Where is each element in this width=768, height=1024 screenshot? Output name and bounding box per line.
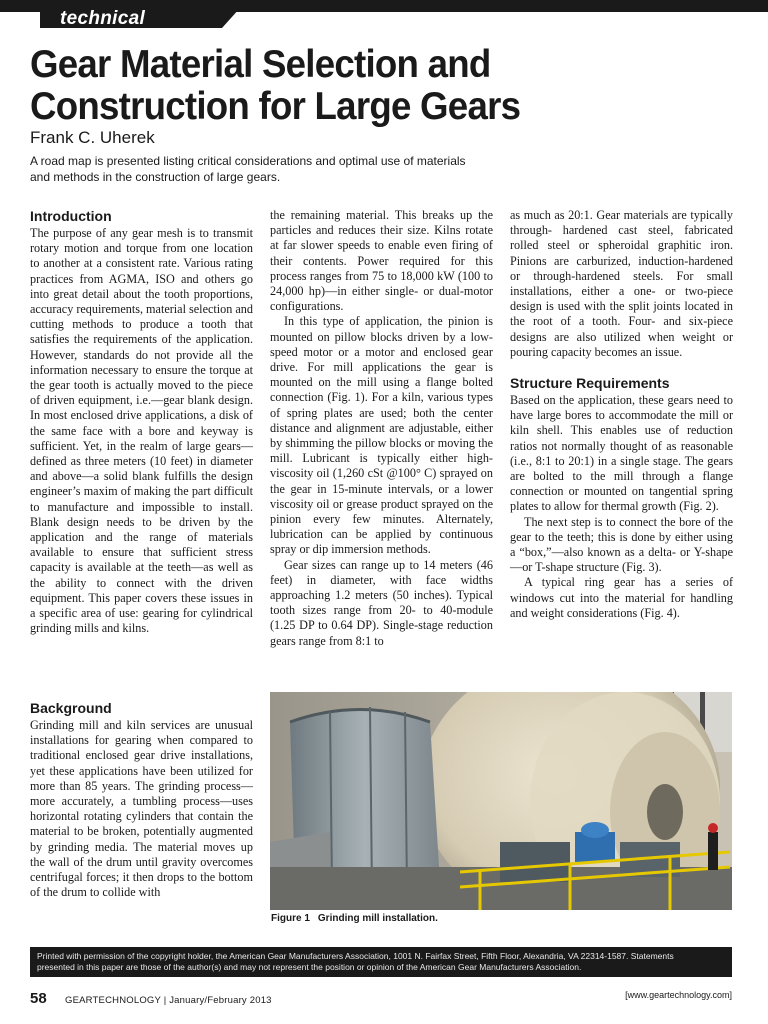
author-name: Frank C. Uherek xyxy=(30,128,155,147)
structure-paragraph-2: The next step is to connect the bore of the gear to the teeth; this is done by either using a “box,”—also known as a delta- or Y-shape—or T-shape structure (Fig. 3). xyxy=(510,514,733,575)
structure-paragraph-3: A typical ring gear has a series of windows cut into the material for handling and weight considerations (Fig. 4). xyxy=(510,575,733,620)
abstract-line-1: A road map is presented listing critical considerations and optimal use of materials xyxy=(30,154,466,168)
abstract-line-2: and methods in the construction of large gears. xyxy=(30,169,281,184)
background-paragraph-3: In this type of application, the pinion is mounted on pillow blocks driven by a low-speed motor or a motor and enclosed gear drive. For mill applications the gear is mounted on the mill using a flange bolted connection (Fig. 1). For a kiln, various types of spring plates are used; both the center distance and alignment are adjustable, either by shimming the pillow blocks or moving the mill. Lubricant is typically either high-viscosity oil (1,260 cSt @100° C) sprayed on the gear in 15-minute intervals, or a lower viscosity oil or grease product sprayed on the pinion every few minutes. Alternately, lubrication can be applied by continuous spray or dip immersion methods. xyxy=(270,314,493,557)
figure-1-photo xyxy=(270,692,732,910)
website-link[interactable]: [www.geartechnology.com] xyxy=(625,990,732,1000)
background-paragraph-1: Grinding mill and kiln services are unusual installations for gearing when compared to traditional enclosed gear drive installations, yet these applications have been utilized for more than 85 years. The grinding process—more accurately, a tumbling process—uses horizontal rotating cylinders that contain the material to be broken, potentially augmented by grinding media. The material moves up the wall of the drum until gravity overcomes centrifugal forces; it then drops to the bottom of the drum to collide with xyxy=(30,718,253,900)
section-label: technical xyxy=(60,8,146,29)
title-line-2: Construction for Large Gears xyxy=(30,85,521,128)
abstract xyxy=(30,154,490,185)
structure-paragraph-1: Based on the application, these gears need to have large bores to accommodate the mill or kiln shell. This enables use of reduction ratios not normally thought of as reasonable (i.e., 8:1 to 20:1) in a single stage. The gears are bolted to the mill through a flange connection or mounted on tangential spring plates to allow for thermal growth (Fig. 2). xyxy=(510,393,733,514)
column-1-bottom xyxy=(30,700,253,900)
heading-introduction: Introduction xyxy=(30,208,112,224)
permission-line-1: Printed with permission of the copyright holder, the American Gear Manufacturers Association, 1001 N. Fairfax Street, Fifth Floor, Alexandria, VA 22314-1587. Statements xyxy=(37,951,674,961)
article-title xyxy=(30,44,707,128)
background-paragraph-4: Gear sizes can range up to 14 meters (46 feet) in diameter, with face widths approaching 1.2 meters (50 inches). Typical tooth sizes range from 20- to 40-module (1.25 DP to 0.64 DP). Single-stage reduction gears range from 8:1 to xyxy=(270,557,493,648)
background-paragraph-5: as much as 20:1. Gear materials are typically through- hardened cast steel, fabricated rolled steel or spheroidal graphitic iron. Pinions are carburized, induction-hardened or through-hardened steels. For small installations, either a one- or two-piece design is used with the split joints located in the root of a tooth. Four- and six-piece designs are also utilized when weight or pouring capacity becomes an issue. xyxy=(510,208,733,359)
heading-background: Background xyxy=(30,700,112,716)
figure-1-caption xyxy=(271,913,438,924)
grinding-mill-illustration xyxy=(270,692,732,910)
column-2 xyxy=(270,208,493,649)
heading-structure-requirements: Structure Requirements xyxy=(510,375,670,392)
intro-paragraph: The purpose of any gear mesh is to transmit rotary motion and torque from one location to another at a consistent rate. Various rating practices from AGMA, ISO and others go into great detail about the tooth proportions, accuracy requirements, material selection and cutting methods to produce a tooth that satisfies the requirements of the application. However, standards do not provide all the information necessary to ensure the torque at the gear tooth is actually moved to the piece of driven equipment, i.e.—gear blank design. In most enclosed drive applications, a disk of the same face with a bore and keyway is sufficient. Yet, in the realm of large gears—defined as three meters (10 feet) in diameter and above—a solid blank fulfills the design engineer’s maxim of making the part difficult to manufacture and impossible to install. Blank design needs to be driven by the application and the range of materials available to ensure that sufficient stress capacity is available at the teeth—as well as the ability to connect with the driven equipment. This paper covers these issues in a specific area of use: gearing for cylindrical grinding mills and kilns. xyxy=(30,226,253,636)
permission-notice xyxy=(30,947,732,977)
magazine-issue: GEARTECHNOLOGY | January/February 2013 xyxy=(65,995,272,1006)
figure-caption-text: Grinding mill installation. xyxy=(317,913,438,924)
page-number: 58 xyxy=(30,990,47,1007)
title-line-1: Gear Material Selection and xyxy=(30,43,491,86)
column-1-top xyxy=(30,208,253,636)
permission-line-2: presented in this paper are those of the author(s) and may not represent the position or opinion of the American Gear Manufacturers Association. xyxy=(37,962,582,972)
column-3 xyxy=(510,208,733,621)
background-paragraph-2: the remaining material. This breaks up the particles and reduces their size. Kilns rotate at far slower speeds to enable even firing of their contents. Power required for this process ranges from 75 to 18,000 kW (100 to 24,000 hp)—in either single- or dual-motor configurations. xyxy=(270,208,493,314)
figure-number: Figure 1 xyxy=(271,913,310,924)
